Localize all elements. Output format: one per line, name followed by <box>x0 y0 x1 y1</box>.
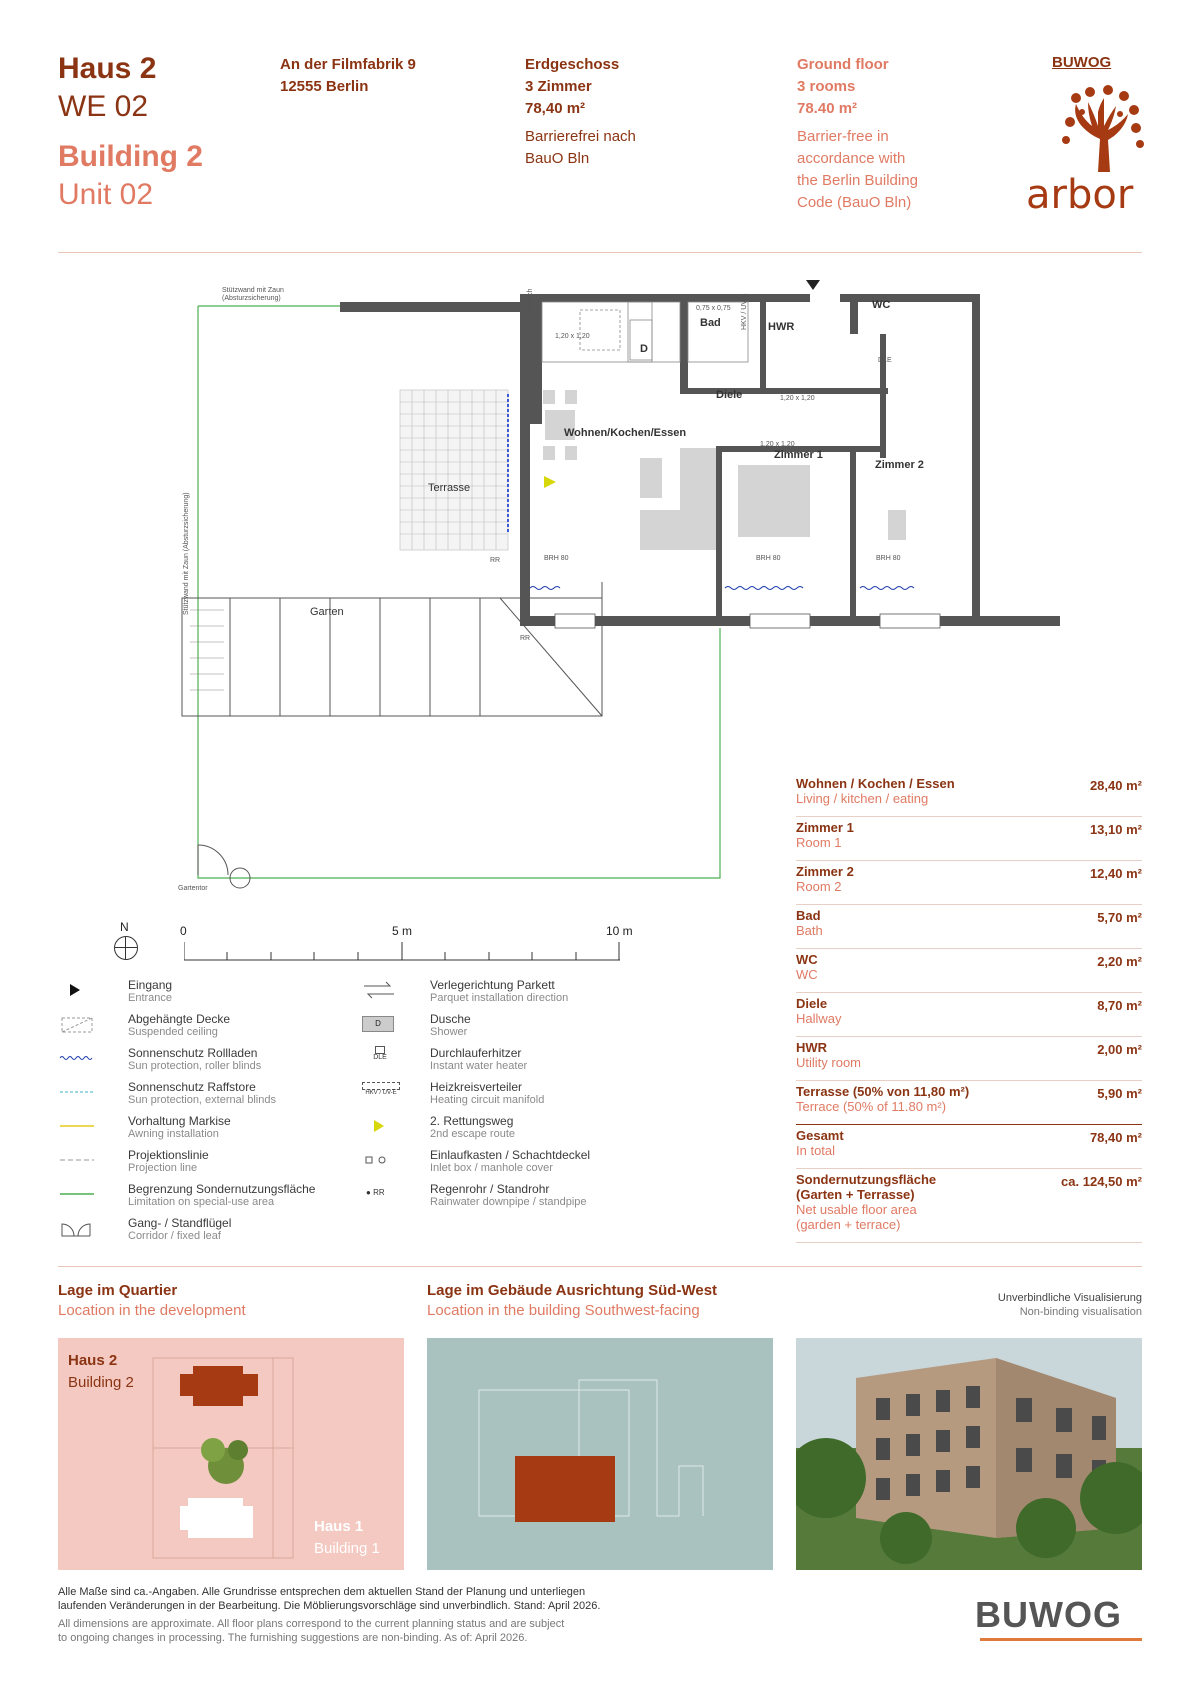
site-plan-drawing <box>58 1338 404 1570</box>
heating-manifold-icon-text: HKV / UV-E <box>365 1090 397 1096</box>
label-dim-zimmer1: 1,20 x 1,20 <box>760 441 795 448</box>
legend-en: Heating circuit manifold <box>430 1094 545 1106</box>
legend-de: Abgehängte Decke <box>128 1012 231 1026</box>
label-brh-2: BRH 80 <box>756 555 781 562</box>
scale-0: 0 <box>180 924 187 938</box>
area-value: 2,20 m² <box>1097 954 1142 969</box>
legend-en: Limitation on special-use area <box>128 1196 275 1208</box>
area-row-gesamt <box>796 1128 1142 1169</box>
quartier-subtitle: Location in the development <box>58 1302 246 1319</box>
label-diele: Diele <box>716 389 743 401</box>
label-hkv: HKV / UV-E <box>741 293 748 330</box>
area-en: Room 1 <box>796 835 842 850</box>
site-haus1: Haus 1 <box>314 1518 364 1535</box>
legend-de: Gang- / Standflügel <box>128 1216 232 1230</box>
en-barrier4: Code (BauO Bln) <box>797 194 912 211</box>
area-row-diele <box>796 996 1142 1037</box>
site-haus2: Haus 2 <box>68 1352 118 1369</box>
area-row-zimmer1 <box>796 820 1142 861</box>
legend-de: 2. Rettungsweg <box>430 1114 514 1128</box>
legend-en: 2nd escape route <box>430 1128 516 1140</box>
area-value: 78,40 m² <box>1089 1130 1142 1145</box>
label-hwr: HWR <box>768 321 795 333</box>
legend-de: Begrenzung Sondernutzungsfläche <box>128 1182 316 1196</box>
legend-de: Regenrohr / Standrohr <box>430 1182 550 1196</box>
legend-en: Inlet box / manhole cover <box>430 1162 553 1174</box>
we-title: WE 02 <box>58 90 149 123</box>
legend-en: Sun protection, external blinds <box>128 1094 276 1106</box>
en-barrier1: Barrier-free in <box>797 128 889 145</box>
arbor-tree-icon <box>1058 84 1148 174</box>
shower-icon-text: D <box>375 1019 381 1028</box>
en-summary <box>797 54 918 214</box>
footer-brand-underline <box>980 1638 1142 1641</box>
area-de: Wohnen / Kochen / Essen <box>796 776 955 791</box>
haus-title: Haus 2 <box>58 52 157 85</box>
gebaeude-title: Lage im Gebäude Ausrichtung Süd-West <box>427 1282 718 1299</box>
area-de: Zimmer 2 <box>796 864 854 879</box>
address-line2: 12555 Berlin <box>280 78 369 95</box>
address <box>280 54 416 98</box>
legend-de: Heizkreisverteiler <box>430 1080 523 1094</box>
label-rr-2: RR <box>520 635 531 642</box>
label-garten: Garten <box>310 606 344 618</box>
label-dle: DLE <box>878 357 892 364</box>
area-row-bad <box>796 908 1142 949</box>
label-brh-3: BRH 80 <box>876 555 901 562</box>
area-en: Terrace (50% of 11.80 m²) <box>796 1099 947 1114</box>
label-retaining-wall-2: (Absturzsicherung) <box>222 295 281 302</box>
label-wohnen: Wohnen/Kochen/Essen <box>564 427 687 439</box>
area-en: Hallway <box>796 1011 842 1026</box>
de-rooms: 3 Zimmer <box>525 78 592 95</box>
de-barrier2: BauO Bln <box>525 150 590 167</box>
footer-en-2: to ongoing changes in processing. The furnishing suggestions are non-binding. As of: April 2026. <box>58 1632 528 1644</box>
legend-de: Sonnenschutz Rollladen <box>128 1046 258 1060</box>
vis-note-de: Unverbindliche Visualisierung <box>997 1292 1142 1304</box>
area-value: 12,40 m² <box>1089 866 1142 881</box>
logo-word: arbor <box>1026 172 1134 218</box>
scale-10: 10 m <box>606 924 633 938</box>
label-dim-diele: 1,20 x 1,20 <box>780 395 815 402</box>
label-terrasse: Terrasse <box>428 482 471 494</box>
gebaeude-subtitle: Location in the building Southwest-facing <box>427 1302 700 1319</box>
area-en: Net usable floor area <box>796 1202 917 1217</box>
area-value: 5,70 m² <box>1097 910 1142 925</box>
de-floor: Erdgeschoss <box>525 56 620 73</box>
legend-en: Awning installation <box>128 1128 219 1140</box>
water-heater-icon-text: DLE <box>373 1054 387 1061</box>
area-row-wohnen <box>796 776 1142 817</box>
de-summary <box>525 54 636 170</box>
downpipe-icon-text: RR <box>373 1188 385 1197</box>
de-area: 78,40 m² <box>525 100 586 117</box>
area-value: 8,70 m² <box>1097 998 1142 1013</box>
legend-de: Sonnenschutz Raffstore <box>128 1080 256 1094</box>
legend-de: Verlegerichtung Parkett <box>430 978 555 992</box>
brand-top: BUWOG <box>1052 54 1112 71</box>
footer-brand-logo: BUWOG <box>975 1594 1122 1635</box>
label-zimmer2: Zimmer 2 <box>875 459 924 471</box>
area-row-zimmer2 <box>796 864 1142 905</box>
building-location-panel <box>427 1338 773 1570</box>
footer-de-2: laufenden Veränderungen in der Bearbeitung. Die Möblierungsvorschläge sind unverbindlich. Stand: April 2026. <box>58 1600 601 1612</box>
area-de: Diele <box>796 996 828 1011</box>
area-de-2: (Garten + Terrasse) <box>796 1187 915 1202</box>
building-title: Building 2 <box>58 140 203 173</box>
area-value: ca. 124,50 m² <box>1061 1174 1142 1189</box>
building-visualisation <box>796 1338 1142 1570</box>
site-plan-panel <box>58 1338 404 1570</box>
label-gartentor: Gartentor <box>178 885 208 892</box>
downpipe-icon: ● RR <box>366 1188 385 1197</box>
footer-de-1: Alle Maße sind ca.-Angaben. Alle Grundrisse entsprechen dem aktuellen Stand der Planung und unterliegen <box>58 1586 586 1598</box>
legend-en: Instant water heater <box>430 1060 528 1072</box>
legend-de: Eingang <box>128 978 173 992</box>
site-building2: Building 2 <box>68 1374 134 1391</box>
legend-en: Parquet installation direction <box>430 992 569 1004</box>
legend-de: Dusche <box>430 1012 471 1026</box>
area-en: In total <box>796 1143 836 1158</box>
de-barrier: Barrierefrei nach <box>525 128 636 145</box>
area-value: 5,90 m² <box>1097 1086 1142 1101</box>
legend-en: Sun protection, roller blinds <box>128 1060 262 1072</box>
legend-en: Entrance <box>128 992 173 1004</box>
area-row-hwr <box>796 1040 1142 1081</box>
label-rr-1: RR <box>490 557 501 564</box>
label-brh-1: BRH 80 <box>544 555 569 562</box>
area-table <box>0 776 1200 1246</box>
scale-5: 5 m <box>392 924 413 938</box>
label-dim-kitchen: 1,20 x 1,20 <box>555 333 590 340</box>
area-de: Bad <box>796 908 821 923</box>
legend-de: Durchlauferhitzer <box>430 1046 522 1060</box>
address-line1: An der Filmfabrik 9 <box>280 56 416 73</box>
area-value: 13,10 m² <box>1089 822 1142 837</box>
area-de: WC <box>796 952 818 967</box>
site-building1: Building 1 <box>314 1540 380 1557</box>
header-divider <box>58 252 1142 253</box>
area-row-sondernutzung <box>796 1172 1142 1243</box>
en-floor: Ground floor <box>797 56 889 73</box>
en-area: 78.40 m² <box>797 100 858 117</box>
label-wc: WC <box>872 299 891 311</box>
area-de: Gesamt <box>796 1128 844 1143</box>
label-dim-bath: 0,75 x 0,75 <box>696 305 731 312</box>
area-en: WC <box>796 967 818 982</box>
location-divider <box>58 1266 1142 1267</box>
area-de: Terrasse (50% von 11,80 m²) <box>796 1084 970 1099</box>
area-en-2: (garden + terrace) <box>796 1217 901 1232</box>
legend-en: Shower <box>430 1026 468 1038</box>
label-d: D <box>640 343 648 355</box>
en-barrier3: the Berlin Building <box>797 172 918 189</box>
area-value: 2,00 m² <box>1097 1042 1142 1057</box>
legend-de: Vorhaltung Markise <box>128 1114 231 1128</box>
header <box>58 50 1148 250</box>
north-label: N <box>120 920 129 934</box>
area-en: Room 2 <box>796 879 842 894</box>
area-value: 28,40 m² <box>1089 778 1142 793</box>
area-de: Sondernutzungsfläche <box>796 1172 937 1187</box>
label-retaining-wall: Stützwand mit Zaun <box>222 287 284 294</box>
escape-route-marker <box>544 476 556 488</box>
unit-title: Unit 02 <box>58 178 154 211</box>
area-row-wc <box>796 952 1142 993</box>
area-en: Bath <box>796 923 823 938</box>
legend-de: Projektionslinie <box>128 1148 209 1162</box>
en-barrier2: accordance with <box>797 150 906 167</box>
area-de: Zimmer 1 <box>796 820 854 835</box>
legend-en: Suspended ceiling <box>128 1026 218 1038</box>
label-bad: Bad <box>700 317 721 329</box>
label-zimmer1: Zimmer 1 <box>774 449 823 461</box>
area-en: Living / kitchen / eating <box>796 791 929 806</box>
label-untertisch: Untertisch <box>527 288 534 320</box>
legend-de: Einlaufkasten / Schachtdeckel <box>430 1148 591 1162</box>
entrance-marker <box>806 280 820 290</box>
legend-en: Corridor / fixed leaf <box>128 1230 221 1242</box>
legend-en: Rainwater downpipe / standpipe <box>430 1196 587 1208</box>
label-retaining-wall-side: Stützwand mit Zaun (Absturzsicherung) <box>183 492 190 615</box>
area-de: HWR <box>796 1040 828 1055</box>
en-rooms: 3 rooms <box>797 78 856 95</box>
footer-en-1: All dimensions are approximate. All floor plans correspond to the current planning status and are subject <box>58 1618 565 1630</box>
vis-note-en: Non-binding visualisation <box>1019 1306 1142 1318</box>
quartier-title: Lage im Quartier <box>58 1282 178 1299</box>
legend-en: Projection line <box>128 1162 198 1174</box>
building-location-drawing <box>427 1338 773 1570</box>
area-en: Utility room <box>796 1055 862 1070</box>
area-row-terrasse <box>796 1084 1142 1125</box>
